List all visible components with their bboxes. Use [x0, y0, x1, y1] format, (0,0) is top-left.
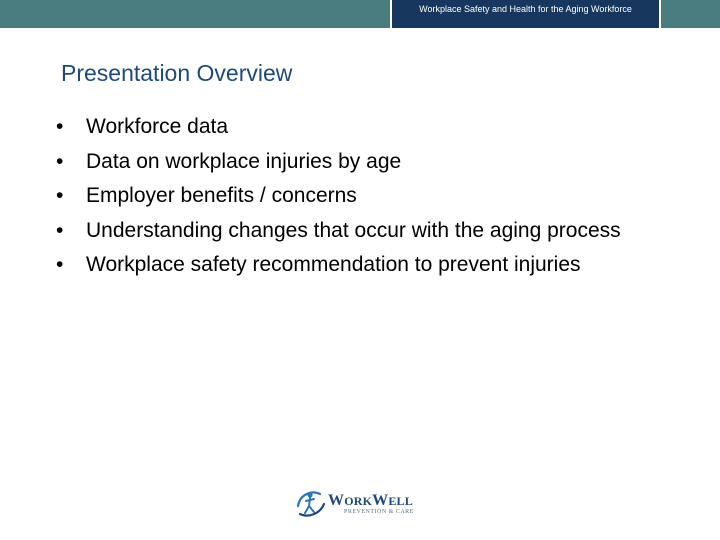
logo-wordmark: WORKWELL — [328, 492, 413, 509]
bullet-dot: • — [56, 115, 64, 138]
bullet-text: Workplace safety recommendation to prevent injuries — [86, 253, 581, 276]
bullet-list — [56, 112, 621, 285]
slide-title: Presentation Overview — [61, 60, 293, 86]
bullet-text: Data on workplace injuries by age — [86, 149, 402, 173]
bullet-item — [56, 181, 621, 216]
bullet-dot: • — [56, 184, 64, 207]
bullet-item — [56, 147, 621, 182]
header-divider-right — [659, 0, 661, 28]
bullet-dot: • — [56, 218, 64, 242]
bullet-item — [56, 112, 621, 147]
person-figure-icon — [294, 486, 328, 520]
bullet-text: Workforce data — [86, 115, 229, 138]
bullet-dot: • — [56, 149, 64, 173]
workwell-logo — [294, 486, 424, 520]
bullet-item — [56, 216, 621, 251]
bullet-dot: • — [56, 253, 64, 276]
logo-subtitle: PREVENTION & CARE — [344, 509, 414, 515]
bullet-text: Employer benefits / concerns — [86, 184, 357, 207]
bullet-item — [56, 250, 621, 285]
bullet-text: Understanding changes that occur with the aging process — [86, 218, 621, 242]
header-title: Workplace Safety and Health for the Aging Workforce — [419, 4, 632, 14]
